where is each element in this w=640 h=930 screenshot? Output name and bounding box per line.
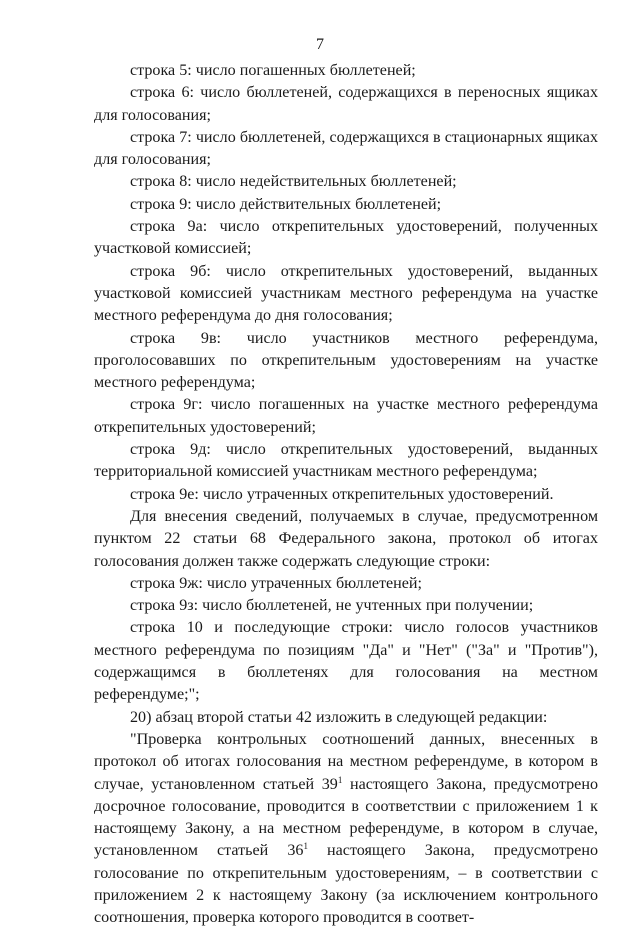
page-number: 7 bbox=[316, 36, 324, 53]
paragraph-line-6: строка 6: число бюллетеней, содержащихся в переносных ящиках для голосования; bbox=[94, 84, 598, 124]
paragraph-item-20: 20) абзац второй статьи 42 изложить в следующей редакции: bbox=[130, 708, 548, 726]
paragraph-line-7: строка 7: число бюллетеней, содержащихся в стационарных ящиках для голосования; bbox=[94, 128, 598, 169]
footnote-marker-1: 1 bbox=[337, 774, 343, 785]
control-ratios-text-2: настоящего Закона, предусмотрено досрочное голосование, проводится в соответствии с приложением 1 к настоящему Закону, а на местном референдуме, в котором в случае, установленном статьей 36 bbox=[94, 775, 598, 860]
paragraph-line-9a: строка 9а: число открепительных удостоверений, полученных участковой комиссией; bbox=[94, 218, 598, 258]
footnote-marker-2: 1 bbox=[303, 841, 308, 852]
paragraph-additional-lines-intro: Для внесения сведений, получаемых в случае, предусмотренном пунктом 22 статьи 68 Федерального закона, протокол об итогах голосования должен также содержать следующие строки: bbox=[94, 507, 598, 570]
control-ratios-text-1: "Проверка контрольных соотношений данных, внесенных в протокол об итогах голосования на местном референдуме, в котором в случае, установленном статьей 39 bbox=[94, 730, 598, 793]
paragraph-line-9zh: строка 9ж: число утраченных бюллетеней; bbox=[130, 574, 423, 592]
paragraph-line-9b: строка 9б: число открепительных удостоверений, выданных участковой комиссией участникам местного референдума на участке местного референдума до дня голосования; bbox=[94, 262, 598, 325]
paragraph-line-5: строка 5: число погашенных бюллетеней; bbox=[130, 62, 416, 79]
paragraph-line-9v: строка 9в: число участников местного референдума, проголосовавших по открепительным удостоверениям на участке местного референдума; bbox=[94, 329, 598, 392]
paragraph-control-ratios bbox=[94, 729, 598, 930]
paragraph-line-9g: строка 9г: число погашенных на участке местного референдума открепительных удостоверений; bbox=[94, 396, 598, 436]
paragraph-line-10: строка 10 и последующие строки: число голосов участников местного референдума по позициям "Да" и "Нет" ("За" и "Против"), содержащимся в бюллетенях для голосования на местном референдуме;"; bbox=[94, 619, 598, 704]
paragraph-line-8: строка 8: число недействительных бюллетеней; bbox=[130, 173, 457, 191]
paragraph-line-9e: строка 9е: число утраченных открепительных удостоверений. bbox=[130, 485, 554, 503]
paragraph-line-9z: строка 9з: число бюллетеней, не учтенных при получении; bbox=[130, 597, 534, 615]
paragraph-line-9: строка 9: число действительных бюллетеней; bbox=[130, 195, 442, 213]
document-body bbox=[94, 60, 598, 930]
paragraph-line-9d: строка 9д: число открепительных удостоверений, выданных территориальной комиссией участникам местного референдума; bbox=[94, 441, 598, 481]
control-ratios-text-3: настоящего Закона, предусмотрено голосование по открепительным удостоверениям, – в соответствии с приложением 2 к настоящему Закону (за исключением контрольного соотношения, проверка которого проводится в соответ- bbox=[94, 842, 598, 927]
